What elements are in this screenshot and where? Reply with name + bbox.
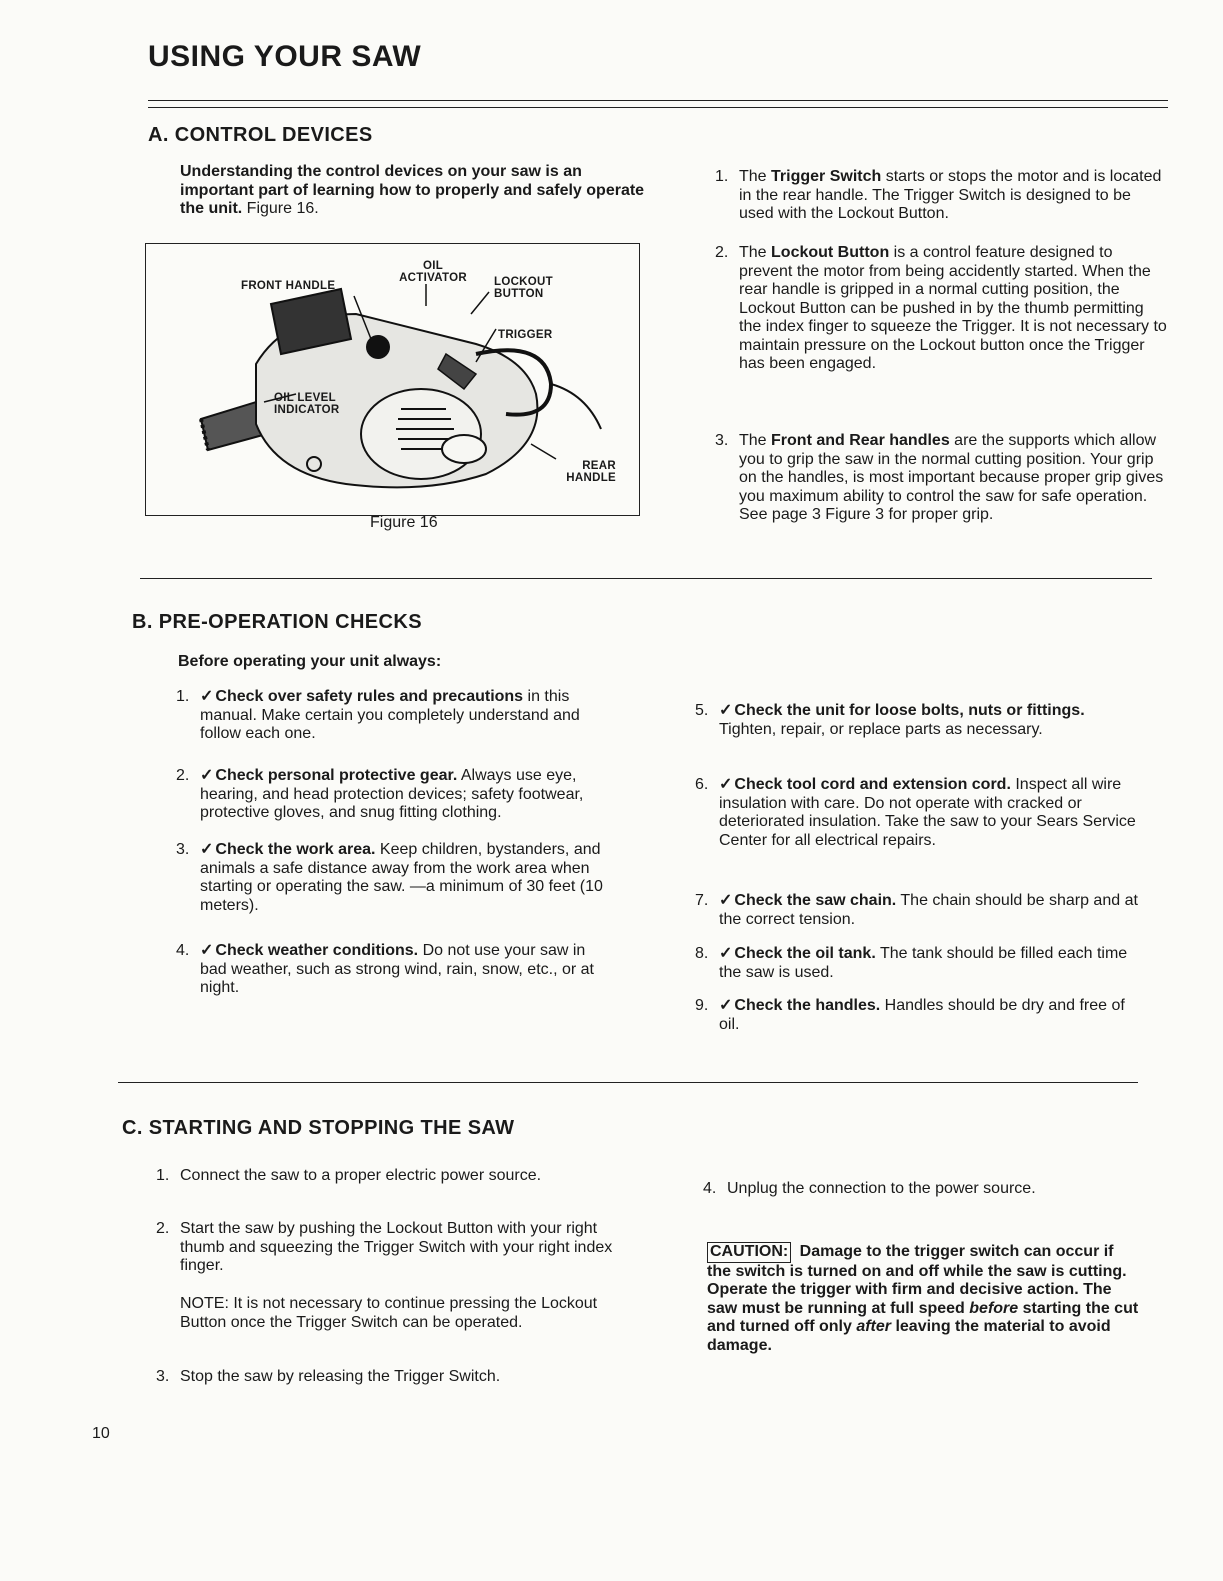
list-item [695,945,1145,982]
item-number: 2. [176,767,190,784]
callout-oil-activator: OIL ACTIVATOR [399,260,467,284]
item-bold: Check over safety rules and precautions [215,688,524,705]
item-number: 8. [695,945,709,962]
item-text: The [739,432,772,449]
list-item [176,688,616,744]
list-item [715,244,1170,374]
item-bold: Check weather conditions. [215,942,419,959]
divider [148,107,1168,108]
item-text: Unplug the connection to the power source. [727,1180,1036,1197]
caution-label: CAUTION: [707,1242,791,1263]
note [156,1295,616,1332]
item-bold: Lockout Button [771,244,890,261]
item-text: Start the saw by pushing the Lockout Button with your right thumb and squeezing the Trigger Switch with your right index finger. [180,1220,613,1274]
item-text: The [739,168,772,185]
caution-note [707,1242,1139,1355]
list-item [156,1167,616,1186]
figure-caption: Figure 16 [370,514,438,531]
item-number: 2. [156,1220,170,1237]
check-mark-icon: ✓ [719,702,733,719]
caution-emphasis: after [856,1318,892,1335]
item-number: 2. [715,244,729,261]
section-a-intro [180,163,650,219]
list-item [695,997,1145,1034]
item-text: Connect the saw to a proper electric power source. [180,1167,542,1184]
list-item [695,892,1145,929]
page-title: USING YOUR SAW [148,40,422,73]
item-bold: Check the unit for loose bolts, nuts or fittings. [734,702,1085,719]
item-text: Handles should be dry and free of oil. [719,997,1125,1033]
item-number: 7. [695,892,709,909]
check-mark-icon: ✓ [719,892,733,909]
item-number: 4. [176,942,190,959]
item-bold: Check the saw chain. [734,892,897,909]
note-text: NOTE: It is not necessary to continue pressing the Lockout Button once the Trigger Switch can be operated. [180,1295,598,1331]
item-text: in this manual. Make certain you completely understand and follow each one. [200,688,580,742]
check-mark-icon: ✓ [200,942,214,959]
list-item [715,432,1170,525]
section-b-title: B. PRE-OPERATION CHECKS [132,611,422,633]
item-number: 9. [695,997,709,1014]
item-text: The chain should be sharp and at the correct tension. [719,892,1138,928]
item-text: are the supports which allow you to grip the saw in the normal cutting position. Your grip on the handles, is most important because proper grip gives you maximum ability to control the saw for safe operation. See page 3 Figure 3 for proper grip. [739,432,1164,523]
list-item [703,1180,1153,1199]
figure-16 [145,243,640,516]
item-text: Stop the saw by releasing the Trigger Switch. [180,1368,501,1385]
callout-front-handle: FRONT HANDLE [241,280,336,292]
item-bold: Trigger Switch [771,168,882,185]
item-text: Always use eye, hearing, and head protection devices; safety footwear, protective gloves, and snug fitting clothing. [200,767,584,821]
item-bold: Check tool cord and extension cord. [734,776,1011,793]
item-bold: Front and Rear handles [771,432,950,449]
item-number: 4. [703,1180,717,1197]
item-text: Do not use your saw in bad weather, such as strong wind, rain, snow, etc., or at night. [200,942,594,996]
item-text: Tighten, repair, or replace parts as necessary. [719,720,1043,738]
check-mark-icon: ✓ [719,997,733,1014]
section-b-intro: Before operating your unit always: [178,653,442,670]
caution-text: Damage to the trigger switch can occur if the switch is turned on and off while the saw is cutting. Operate the trigger with firm and decisive action. The saw must be running at full speed [707,1243,1127,1317]
item-bold: Check the work area. [215,841,376,858]
check-mark-icon: ✓ [200,767,214,784]
check-mark-icon: ✓ [200,841,214,858]
list-item [176,942,616,998]
list-item [695,702,1145,739]
item-number: 1. [176,688,190,705]
list-item [156,1220,616,1276]
callout-lockout-button: LOCKOUT BUTTON [494,276,553,300]
check-mark-icon: ✓ [200,688,214,705]
caution-text: starting the cut and turned off only [707,1299,1139,1335]
caution-text: leaving the material to avoid damage. [707,1318,1111,1354]
item-text: Keep children, bystanders, and animals a safe distance away from the work area when starting or operating the saw. —a minimum of 30 feet (10 meters). [200,841,603,914]
item-text: is a control feature designed to prevent the motor from being accidently started. When the rear handle is gripped in a normal cutting position, the Lockout Button can be pushed in by the thumb permitting the index finger to squeeze the Trigger. It is not necessary to maintain pressure on the Lockout button once the Trigger has been engaged. [739,244,1167,372]
item-bold: Check the handles. [734,997,881,1014]
item-number: 3. [715,432,729,449]
divider [148,100,1168,101]
item-bold: Check personal protective gear. [215,767,458,784]
item-text: Inspect all wire insulation with care. Do not operate with cracked or deteriorated insulation. Take the saw to your Sears Service Center for all electrical repairs. [719,776,1136,849]
list-item [176,767,616,823]
item-number: 1. [715,168,729,185]
item-number: 1. [156,1167,170,1184]
item-number: 3. [176,841,190,858]
item-number: 5. [695,702,709,719]
check-mark-icon: ✓ [719,776,733,793]
item-number: 3. [156,1368,170,1385]
list-item [176,841,616,915]
item-number: 6. [695,776,709,793]
list-item [715,168,1170,224]
figure-reference: Figure 16. [246,200,319,217]
divider [140,578,1152,579]
caution-emphasis: before [969,1299,1019,1317]
item-bold: Check the oil tank. [734,945,876,962]
callout-trigger: TRIGGER [498,329,553,341]
list-item [156,1368,616,1387]
callout-oil-level-indicator: OIL LEVEL INDICATOR [274,392,340,416]
intro-text: Understanding the control devices on your saw is an important part of learning how to properly and safely operate the unit. [180,163,645,217]
item-text: starts or stops the motor and is located in the rear handle. The Trigger Switch is designed to be used with the Lockout Button. [739,168,1162,222]
divider [118,1082,1138,1083]
callout-rear-handle: REAR HANDLE [566,460,616,484]
section-a-title: A. CONTROL DEVICES [148,124,373,146]
page-number: 10 [92,1425,110,1442]
item-text: The [739,244,772,261]
item-text: The tank should be filled each time the saw is used. [719,945,1128,981]
check-mark-icon: ✓ [719,945,733,962]
list-item [695,776,1145,850]
section-c-title: C. STARTING AND STOPPING THE SAW [122,1117,515,1139]
